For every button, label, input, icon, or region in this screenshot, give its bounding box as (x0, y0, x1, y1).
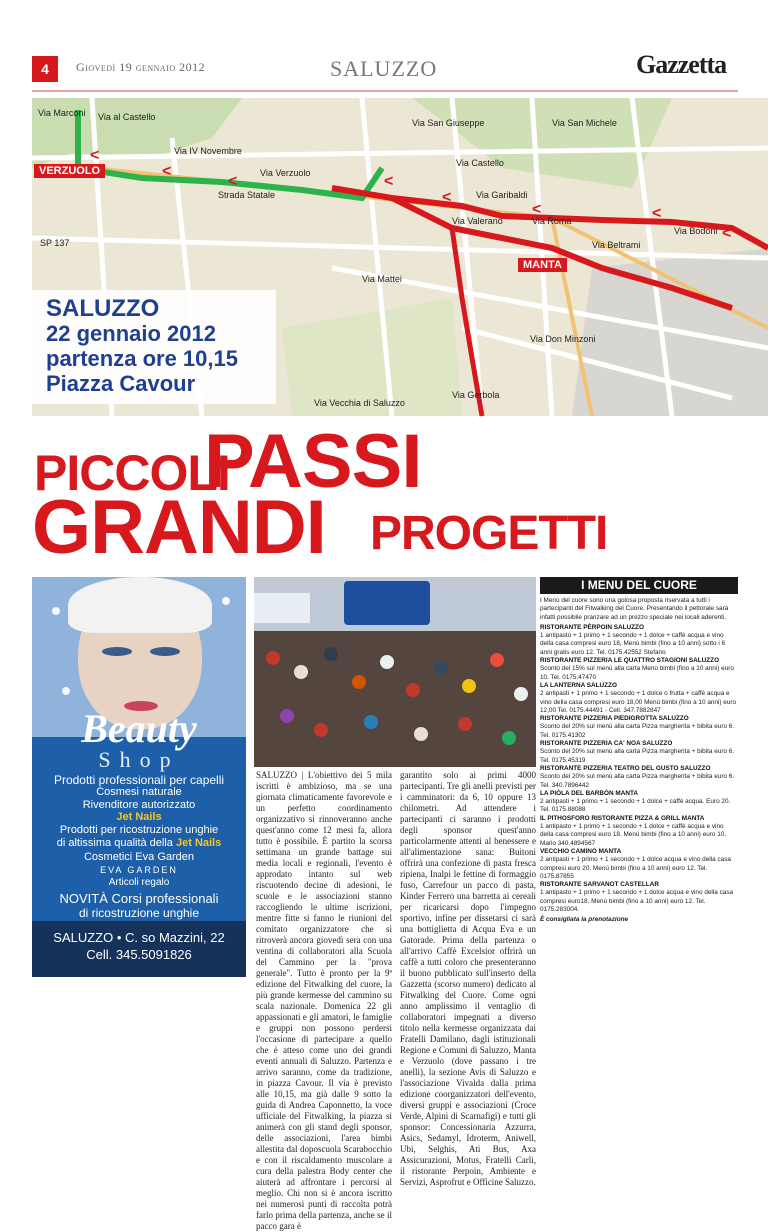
menu-restaurant-name: RISTORANTE PIZZERIA LE QUATTRO STAGIONI SALUZZO (540, 657, 720, 665)
ad-sparkle (52, 607, 60, 615)
menu-restaurant-offer: 2 antipasti + 1 primo + 1 secondo + 1 dolce + caffè acqua. Euro 20. Tel. 0175.88088 (540, 798, 731, 814)
menu-body (540, 597, 738, 925)
map-label-via-bodoni: Via Bodoni (674, 226, 718, 236)
ad-eye-right (150, 647, 180, 656)
ad-sparkle (222, 597, 230, 605)
svg-text:<: < (442, 189, 452, 206)
map-label-via-mattei: Via Mattei (362, 274, 402, 284)
page-number: 4 (32, 56, 58, 82)
ad-line-5 (32, 837, 246, 849)
ad-line-9: di ricostruzione unghie (78, 906, 200, 920)
headline-word-piccoli: PICCOLI (34, 445, 230, 501)
menu-restaurant-name: RISTORANTE SARVANOT CASTELLAR (540, 881, 659, 889)
callout-city: SALUZZO (46, 295, 160, 322)
headline (32, 418, 738, 570)
ad-eva-garden-logo: EVA GARDEN (100, 865, 178, 875)
map-label-via-don-minzoni: Via Don Minzoni (530, 334, 596, 344)
headline-word-progetti: PROGETTI (370, 507, 608, 560)
menu-restaurant-offer: Sconto del 20% sul menù alla carta Pizza margherita + bibita euro 6. Tel. 340.7896442 (540, 773, 735, 789)
svg-text:<: < (384, 173, 394, 190)
svg-text:<: < (652, 205, 662, 222)
ad-line-6: Cosmetici Eva Garden (83, 851, 195, 863)
place-manta: MANTA (518, 258, 567, 272)
place-verzuolo: VERZUOLO (34, 164, 105, 178)
map-label-via-gerbola: Via Gerbola (452, 390, 500, 400)
menu-restaurant-offer: 1 antipasto + 1 primo + 1 secondo + 1 dolce + caffè acqua e vino della casa compresi euro 18. Menù bimbi (fino a 10 anni) euro 10. Mario 340.4894567 (540, 823, 727, 847)
svg-text:<: < (722, 225, 732, 242)
map-label-via-al-castello: Via al Castello (98, 112, 156, 122)
headline-word-grandi: GRANDI (32, 485, 326, 570)
map-label-via-vecchia: Via Vecchia di Saluzzo (314, 398, 405, 408)
menu-restaurant-name: LA PIÒLA DEL BARBÒN MANTA (540, 789, 638, 797)
callout-date: 22 gennaio 2012 (46, 321, 216, 346)
map-label-via-marconi: Via Marconi (38, 108, 86, 118)
menu-intro: I Menù del cuore sono una golosa proposta riservata a tutti i partecipanti del Fitwalking del Cuore. Presentando il pettorale sarà infatti possibile pranzare ad un prezzo speciale nei locali aderenti. (540, 597, 729, 621)
map-label-via-verzuolo: Via Verzuolo (260, 168, 311, 178)
ad-address: SALUZZO • C. so Mazzini, 22 (53, 930, 225, 945)
callout-start: partenza ore 10,15 (46, 346, 238, 371)
ad-brand-beauty: Beauty (81, 706, 197, 751)
ad-line-7: Articoli regalo (108, 877, 170, 888)
map-label-via-beltrami: Via Beltrami (592, 240, 641, 250)
ad-line-1: Prodotti professionali per capelli (53, 773, 225, 787)
menu-restaurant-name: RISTORANTE PÈRPOIN SALUZZO (540, 623, 644, 631)
ad-eye-left (102, 647, 132, 656)
menu-restaurant-offer: Sconto del 20% sul menù alla carta Pizza margherita + bibita euro 6. Tel. 0175.45319 (540, 748, 735, 764)
menu-footer-note: È consigliata la prenotazione (540, 916, 629, 924)
menu-restaurant-name: RISTORANTE PIZZERIA CA' NOA SALUZZO (540, 740, 673, 748)
menu-restaurant-offer: Sconto del 20% sul menù alla carta Pizza margherita + bibita euro 6. Tel. 0175.41302 (540, 723, 735, 739)
svg-text:<: < (228, 173, 238, 190)
page-header (0, 0, 768, 96)
svg-text:<: < (532, 201, 542, 218)
svg-text:<: < (90, 147, 100, 164)
ad-jet-nails-logo: Jet Nails (116, 811, 162, 823)
newspaper-logo: Gazzetta (636, 50, 727, 79)
photo-crowd (254, 631, 536, 767)
issue-date: Giovedì 19 gennaio 2012 (76, 60, 206, 74)
map-label-via-san-giuseppe: Via San Giuseppe (412, 118, 485, 128)
menu-restaurant-name: IL PITHOSFORO RISTORANTE PIZZA & GRILL MANTA (540, 814, 705, 822)
headline-word-passi: PASSI (204, 419, 422, 504)
menu-restaurant-offer: 1 antipasto + 1 primo + 1 secondo + 1 dolce acqua e vino della casa compresi euro18. Menù bimbi (fino a 10 anni) euro 12. Tel. 0175.283004. (540, 889, 734, 913)
map-label-via-iv-novembre: Via IV Novembre (174, 146, 242, 156)
menu-restaurant-offer: Sconto del 15% sul menù alla carta Menù bimbi (fino a 10 anni) euro 10. Tel. 0175.47470 (540, 665, 734, 681)
ad-hair (68, 577, 212, 633)
menu-restaurant-offer: 2 antipasti + 1 primo + 1 secondo + 1 dolce o frutta + caffè acqua e vino della casa compresi euro 18,00 Menù bimbi (fino a 10 anni) euro 12,00 Tel. 0175.44491 - Cell. 347.7882847 (540, 690, 737, 714)
route-map (32, 98, 768, 416)
menu-restaurant-name: RISTORANTE PIZZERIA PIEDIGROTTA SALUZZO (540, 715, 689, 723)
menu-restaurant-name: LA LANTERNA SALUZZO (540, 681, 617, 689)
article-column-1: SALUZZO | L'obiettivo dei 5 mila iscritti è ambizioso, ma se una giornata climaticamente favorevole e un perfetto coordinamento organizzativo si rinnoveranno anche quest'anno come 12 mesi fa, allora tutto è possibile. È partito la scorsa settimana un grande battage sui media locali e regionali, l'evento è approdato intanto sul web riscuotendo decine di adesioni, le scuole e le associazioni stanno raccogliendo le ultime iscrizioni, mentre fitte si fanno le riunioni del comitato organizzatore che si ritroverà ancora giovedì sera con una ventina di collaboratori alla Scuola del Cammino per la "prova generale". Tutto è pronto per la 9ª edizione del Fitwalking del cuore, la più grande kermesse del cammino su scala nazionale. Domenica 22 gli appassionati e gli amatori, le famiglie e gruppi non possono perdersi l'occasione di partecipare a quello che è atteso come uno dei grandi eventi annuali di Saluzzo. Partenza e arrivo saranno, come da tradizione, in piazza Cavour. Il via è previsto alle 10,15, ma già dalle 9 sotto la guida di Andrea Caponnetto, la voce ufficiale del Fitwalking, la piazza si animerà con gli stand degli sponsor, delle associazioni, l'area bimbi allestita dal doposcuola Scarabocchio e con il riscaldamento muscolare a cura della palestra Body center che aiuterà ad affrontare i percorsi al meglio. Chi non si è ancora iscritto nei numerosi punti di raccolta potrà farlo prima della partenza, anche se il pacco gara è (256, 770, 392, 1231)
header-divider (32, 90, 738, 92)
event-callout (32, 290, 276, 404)
section-title: SALUZZO (330, 56, 438, 81)
menu-del-cuore-box (540, 577, 738, 977)
article-column-2: garantito solo ai primi 4000 partecipanti. Tre gli anelli previsti per i camminatori: da 6, 10 oppure 13 chilometri. Ad attendere i partecipanti ci saranno i prodotti degli sponsor quest'anno particolarmente attenti al benessere e all'alimentazione sana: Buitoni offrirà una confezione di pasta fresca ripiena, Inalpi le fettine di formaggio fuso, Carrefour un pacco di pasta, Kinder Ferrero una barretta ai cereali per ricaricarsi dopo l'impegno sportivo, infine per dissetarsi ci sarà una bottiglietta di Acqua Eva e un Gatorade. Prima della partenza o all'arrivo Caffè Excelsior offrirà un caffè a tutti coloro che presenteranno il buono pubblicato sull'inserto della Gazzetta (scorso numero) dedicato al Fitwalking del Cuore. Come ogni anno amplissimo il ventaglio di collaboratori impegnati a diverso titolo nella kermesse organizzata dai Fratelli Damilano, dagli istituzionali Regione e Comuni di Saluzzo, Manta e Verzuolo (dove passano i tre anelli), la sezione Avis di Saluzzo e l'associazione Vivalda dalla prima edizione coorganizzatori dell'evento, diversi gruppi e associazioni (Croce Verde, Alpini di Scarnafigi) e tutti gli sponsor: Concessionaria Azzurra, Asics, Sedamyl, Idroterm, Aniwell, Ubi, Selghis, Ati Bus, Axa Assicurazioni, Motus, Fratelli Carli, il ristorante Perpoin, Ambiente e Servizi, Asprofrut e Officine Saluzzo. (400, 770, 536, 1187)
ad-sparkle (62, 687, 70, 695)
ad-phone: Cell. 345.5091826 (86, 947, 192, 962)
ad-line-8: NOVITÀ Corsi professionali (59, 891, 219, 906)
callout-place: Piazza Cavour (46, 371, 196, 396)
ad-line-3 (32, 799, 246, 811)
map-label-via-castello: Via Castello (456, 158, 504, 168)
ad-line-4: Prodotti per ricostruzione unghie (59, 824, 219, 836)
map-label-via-san-michele: Via San Michele (552, 118, 617, 128)
svg-text:<: < (162, 163, 172, 180)
map-label-via-garibaldi: Via Garibaldi (476, 190, 528, 200)
ad-brand-shop: Shop (98, 747, 180, 772)
map-label-sp: SP 137 (40, 238, 70, 248)
menu-restaurant-offer: 2 antipasti + 1 primo + 1 secondo + 1 dolce acqua e vino della casa compresi euro 20. Menù bimbi (fino a 10 anni) euro 12. Tel. 0175.87855 (540, 856, 731, 880)
ad-line-2: Cosmesi naturale (96, 786, 182, 798)
map-label-via-roma: Via Roma (532, 216, 572, 226)
menu-restaurant-name: RISTORANTE PIZZERIA TEATRO DEL GUSTO SALUZZO (540, 764, 711, 772)
photo-banner-fitwalking (344, 581, 430, 625)
map-label-via-valerano: Via Valerano (452, 216, 503, 226)
menu-restaurant-offer: 1 antipasto + 1 primo + 1 secondo + 1 dolce + caffè acqua e vino della casa compresi euro 18, Menù bimbi (fino a 10 anni) sotto i 6 anni gratis euro 12. Tel. 0175.42552 Stefano (540, 632, 726, 656)
menu-restaurant-name: VECCHIO CAMINO MANTA (540, 847, 622, 855)
ad-jet-nails-logo: Jet Nails (175, 837, 222, 849)
ad-address-box (32, 921, 246, 977)
map-label-strada-statale: Strada Statale (218, 190, 276, 200)
photo-banner-sponsor (254, 593, 310, 623)
event-crowd-photo (254, 577, 536, 767)
menu-title: I MENU DEL CUORE (540, 577, 738, 594)
ad-line-3-text: Rivenditore autorizzato (82, 799, 196, 811)
ad-line-5-text: di altissima qualità della (56, 837, 173, 849)
beauty-shop-ad (32, 577, 246, 977)
